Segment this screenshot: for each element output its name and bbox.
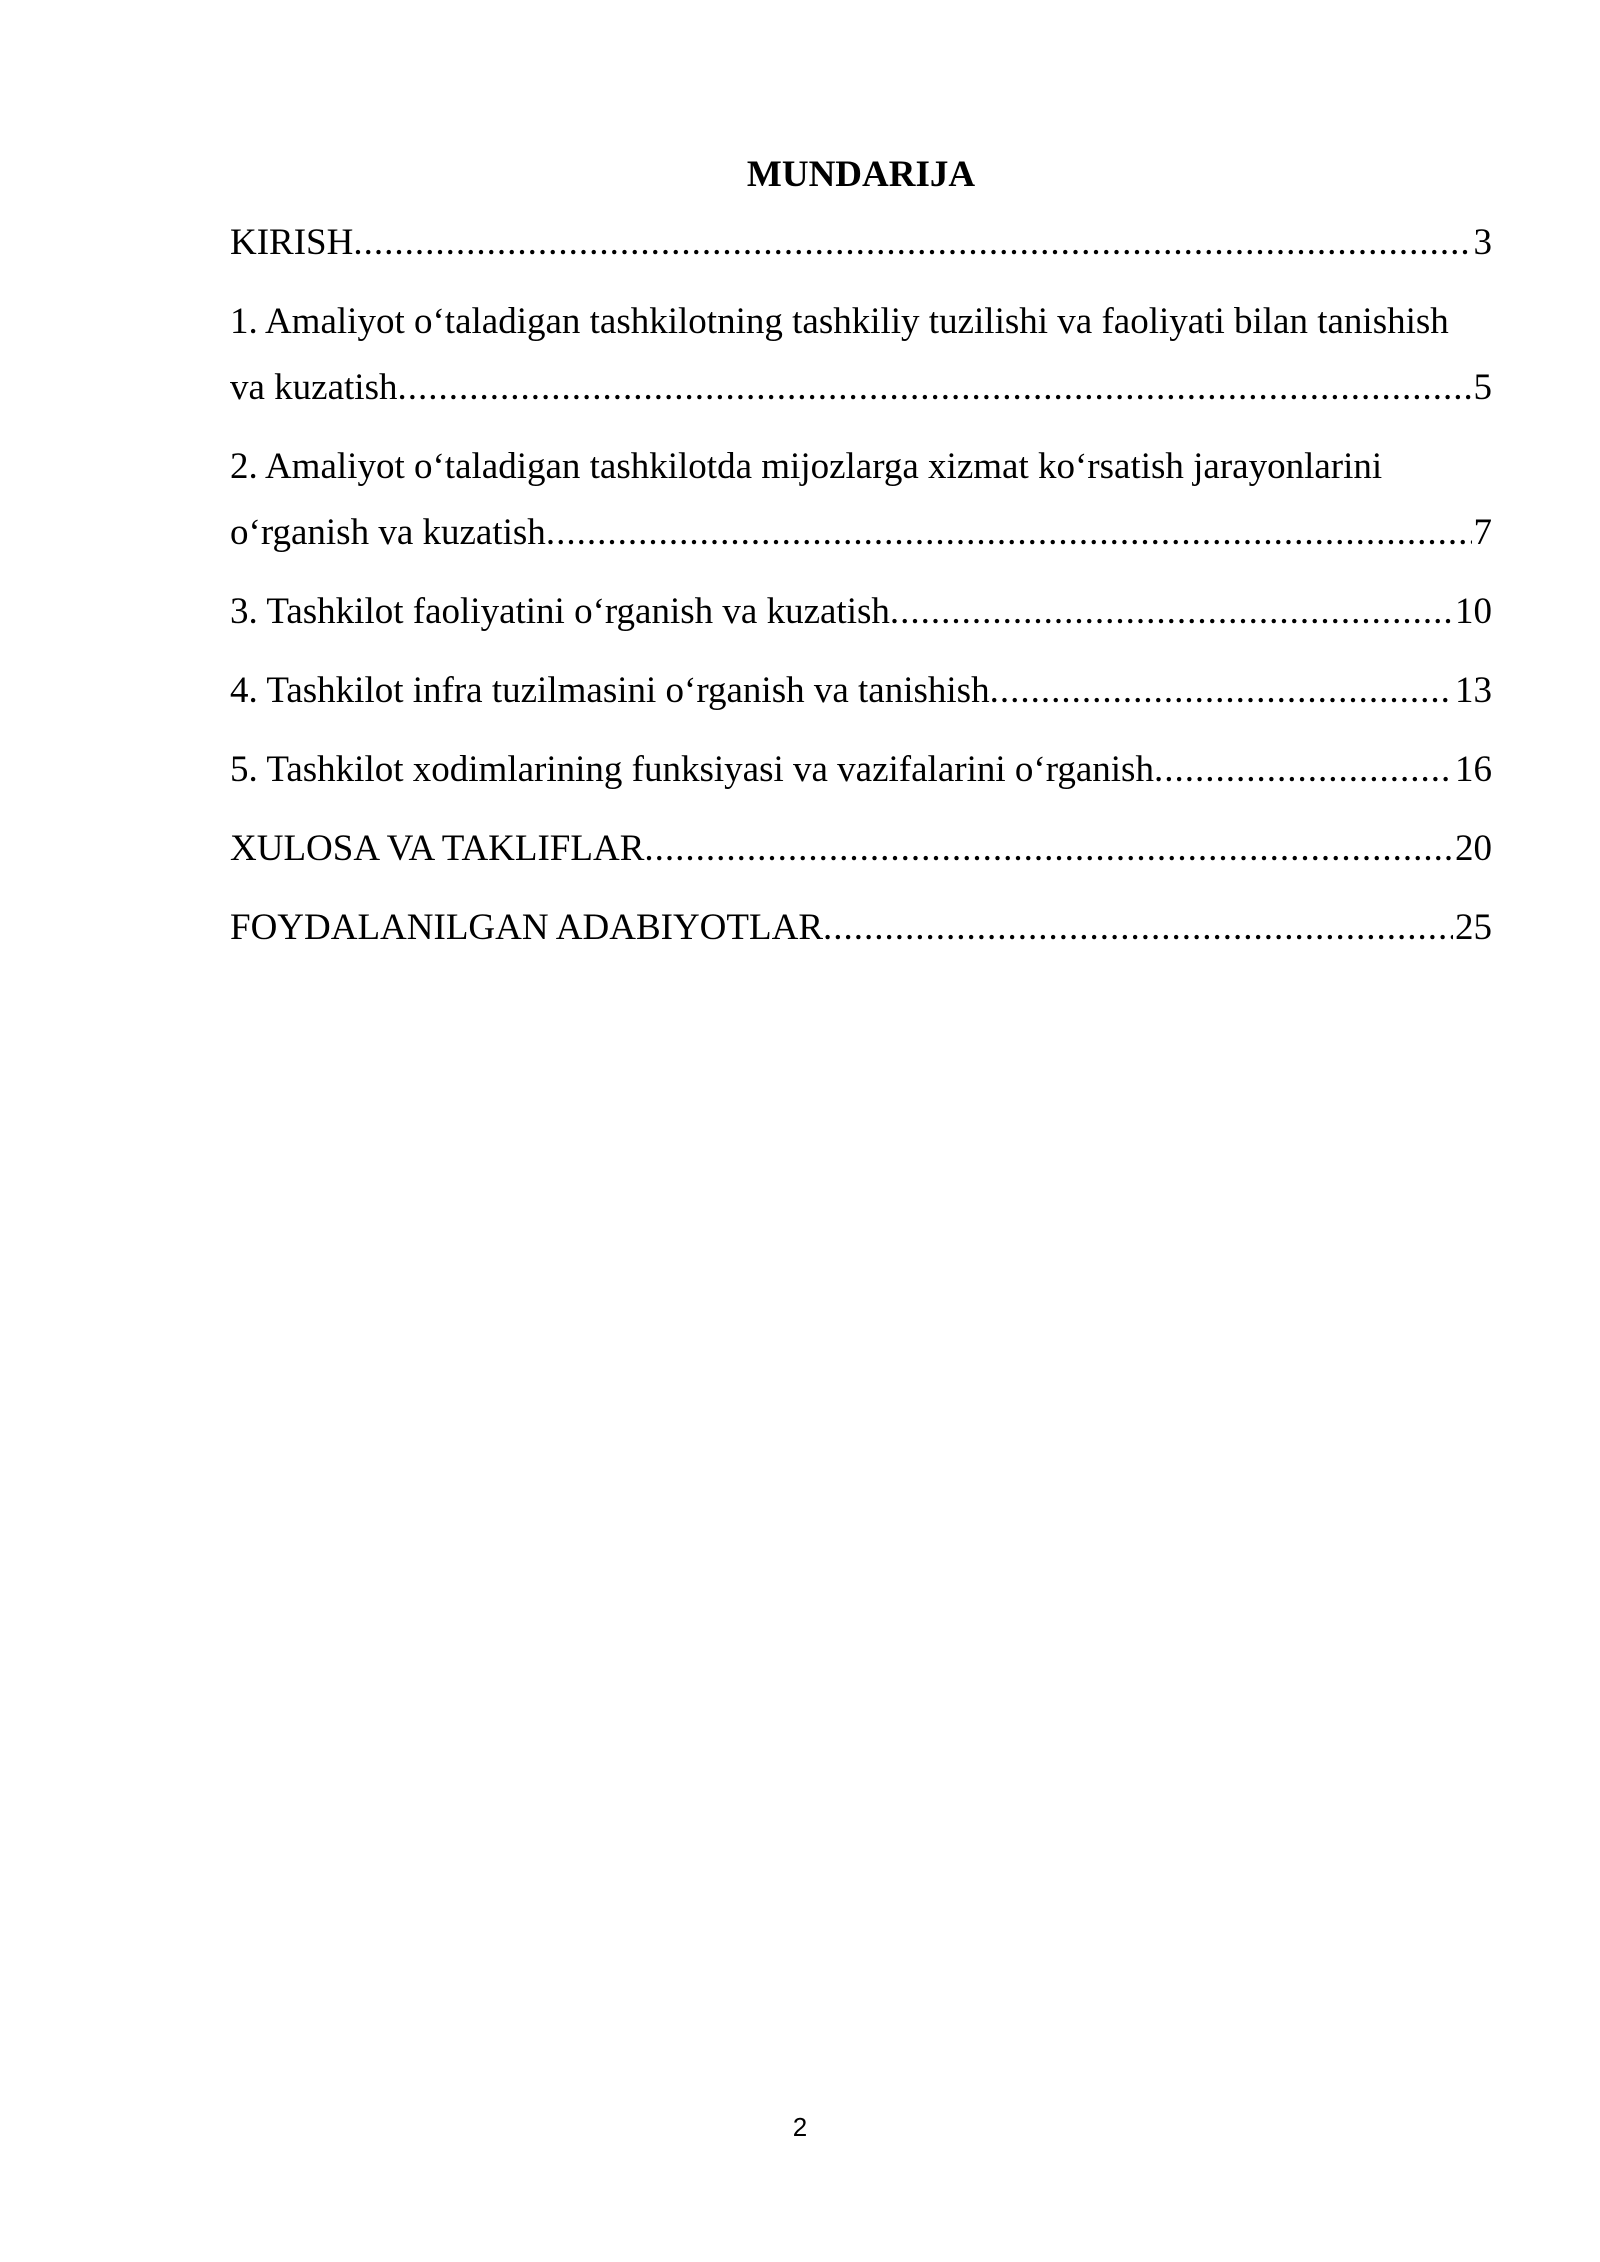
toc-entry-title: 3. Tashkilot faoliyatini o‘rganish va kuzatish [230,591,890,632]
toc-entry-title: 5. Tashkilot xodimlarining funksiyasi va vazifalarini o‘rganish [230,749,1154,790]
toc-entry-title: XULOSA VA TAKLIFLAR [230,828,645,869]
toc-dot-leader [890,579,1453,645]
toc-entry-kirish[interactable] [230,210,1492,276]
toc-entry-title: FOYDALANILGAN ADABIYOTLAR [230,907,823,948]
toc-dot-leader [1154,737,1453,803]
toc-entry-adabiyotlar[interactable] [230,895,1492,961]
table-of-contents [230,210,1492,974]
toc-entry-section-4[interactable] [230,658,1492,724]
toc-dot-leader [397,355,1471,421]
toc-entry-section-5[interactable] [230,737,1492,803]
toc-page-number: 5 [1473,367,1492,408]
toc-entry-title: 1. Amaliyot o‘taladigan tashkilotning tashkiliy tuzilishi va faoliyati bilan tanishish [230,301,1449,342]
toc-entry-title-continued: o‘rganish va kuzatish [230,512,546,553]
toc-entry-title: KIRISH [230,222,354,263]
toc-page-number: 20 [1455,828,1492,869]
toc-entry-title: 2. Amaliyot o‘taladigan tashkilotda mijozlarga xizmat ko‘rsatish jarayonlarini [230,446,1383,487]
toc-entry-title-continued: va kuzatish [230,367,398,408]
toc-entry-section-1[interactable] [230,289,1492,421]
toc-dot-leader [644,816,1453,882]
toc-entry-section-2[interactable] [230,434,1492,566]
toc-page-number: 13 [1455,670,1492,711]
toc-page-number: 25 [1455,907,1492,948]
toc-dot-leader [353,210,1471,276]
toc-title: MUNDARIJA [746,154,976,195]
toc-dot-leader [990,658,1453,724]
toc-page-number: 7 [1473,512,1492,553]
toc-entry-section-3[interactable] [230,579,1492,645]
toc-entry-title: 4. Tashkilot infra tuzilmasini o‘rganish va tanishish [230,670,990,711]
toc-entry-xulosa[interactable] [230,816,1492,882]
toc-dot-leader [546,500,1472,566]
toc-page-number: 16 [1455,749,1492,790]
toc-page-number: 3 [1473,222,1492,263]
toc-page-number: 10 [1455,591,1492,632]
page-number: 2 [792,2112,808,2142]
toc-dot-leader [823,895,1453,961]
